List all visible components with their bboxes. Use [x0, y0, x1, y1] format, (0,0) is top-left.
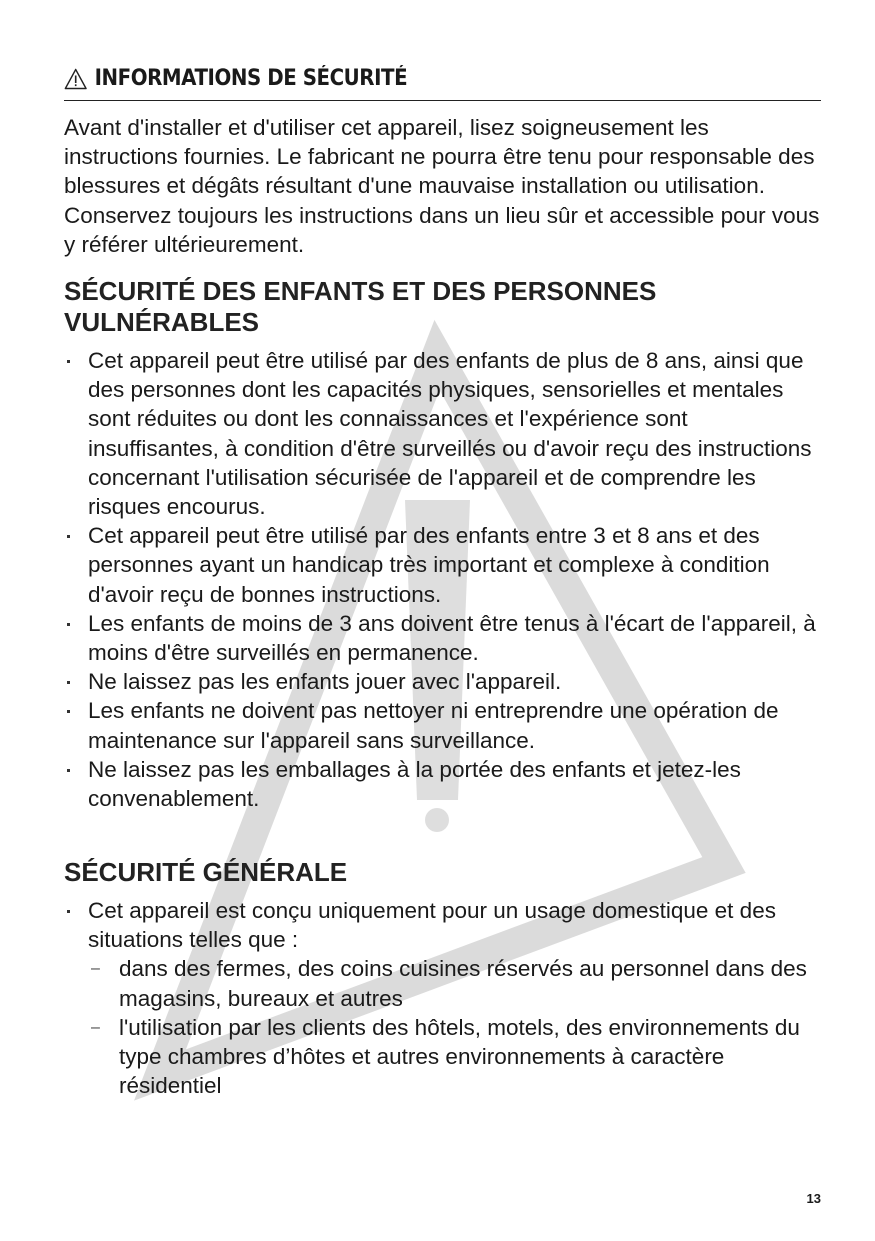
- section-heading-general-safety: SÉCURITÉ GÉNÉRALE: [64, 857, 348, 887]
- list-item: Ne laissez pas les emballages à la portée des enfants et jetez-les convenablement.: [64, 755, 824, 813]
- sub-list-item: – dans des fermes, des coins cuisines réservés au personnel dans des magasins, bureaux et autres: [88, 954, 824, 1012]
- page-title: [64, 66, 745, 91]
- list-item: [64, 896, 824, 1100]
- sub-list: [88, 954, 824, 1100]
- general-safety-list: [64, 896, 824, 1100]
- title-divider: [64, 100, 821, 101]
- intro-paragraph: Avant d'installer et d'utiliser cet appareil, lisez soigneusement les instructions fournies. Le fabricant ne pourra être tenu pour responsable des blessures et dégâts résultant d'une mauvaise installation ou utilisation. Conservez toujours les instructions dans un lieu sûr et accessible pour vous y référer ultérieurement.: [64, 115, 820, 257]
- page-title-text: INFORMATIONS DE SÉCURITÉ: [94, 66, 408, 91]
- list-item: Les enfants ne doivent pas nettoyer ni entreprendre une opération de maintenance sur l'appareil sans surveillance.: [64, 696, 824, 754]
- list-item-text: Cet appareil est conçu uniquement pour un usage domestique et des situations telles que :: [88, 898, 776, 953]
- list-item: Les enfants de moins de 3 ans doivent être tenus à l'écart de l'appareil, à moins d'être surveillés en permanence.: [64, 609, 824, 667]
- section-heading-child-safety: [64, 276, 824, 338]
- list-item: Cet appareil peut être utilisé par des enfants entre 3 et 8 ans et des personnes ayant un handicap très important et complexe à condition d'avoir reçu de bonnes instructions.: [64, 521, 824, 609]
- section-heading-line: SÉCURITÉ DES ENFANTS ET DES PERSONNES: [64, 276, 657, 306]
- page-number: 13: [806, 1191, 821, 1206]
- sub-list-item: – l'utilisation par les clients des hôtels, motels, des environnements du type chambres d’hôtes et autres environnements à caractère résidentiel: [88, 1013, 824, 1101]
- section-heading-line: VULNÉRABLES: [64, 307, 260, 337]
- warning-triangle-icon: [64, 68, 87, 90]
- list-item: Ne laissez pas les enfants jouer avec l'appareil.: [64, 667, 824, 696]
- list-item: Cet appareil peut être utilisé par des enfants de plus de 8 ans, ainsi que des personnes dont les capacités physiques, sensorielles et mentales sont réduites ou dont les connaissances et l'expérience sont insuffisantes, à condition d'être surveillés ou d'avoir reçu des instructions concernant l'utilisation sécurisée de l'appareil et de comprendre les risques encourus.: [64, 346, 824, 521]
- child-safety-list: [64, 346, 824, 813]
